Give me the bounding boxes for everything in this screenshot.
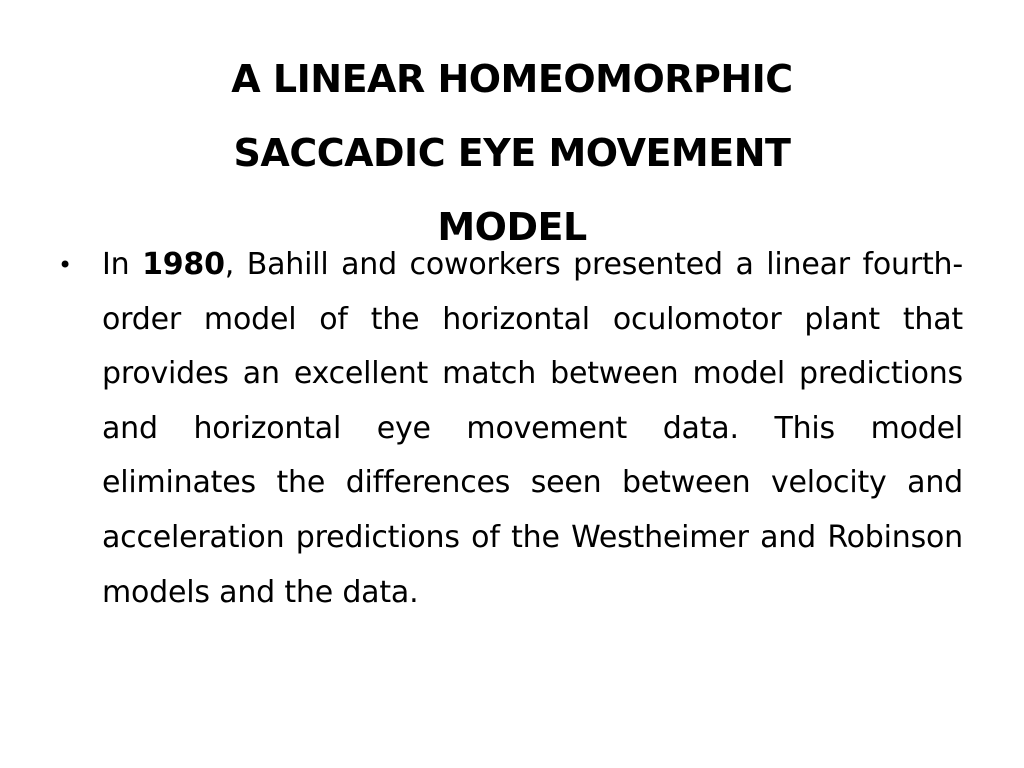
title-line: SACCADIC EYE MOVEMENT: [233, 131, 791, 175]
title-line: A LINEAR HOMEOMORPHIC: [231, 57, 793, 101]
year-emphasis: 1980: [142, 247, 225, 282]
bullet-item: [58, 238, 963, 620]
slide-title: [80, 42, 944, 264]
bullet-paragraph: [102, 238, 963, 620]
bullet-text-start: In: [102, 247, 143, 282]
bullet-dot-icon: •: [58, 251, 73, 279]
bullet-text-rest: , Bahill and coworkers presented a linear fourth-order model of the horizontal oculomotor plant that provides an excellent match between model predictions and horizontal eye movement data. This model eliminates the differences seen between velocity and acceleration predictions of the Westheimer and Robinson models and the data.: [102, 247, 963, 610]
title-line: MODEL: [437, 205, 587, 249]
slide-body: [58, 238, 963, 620]
